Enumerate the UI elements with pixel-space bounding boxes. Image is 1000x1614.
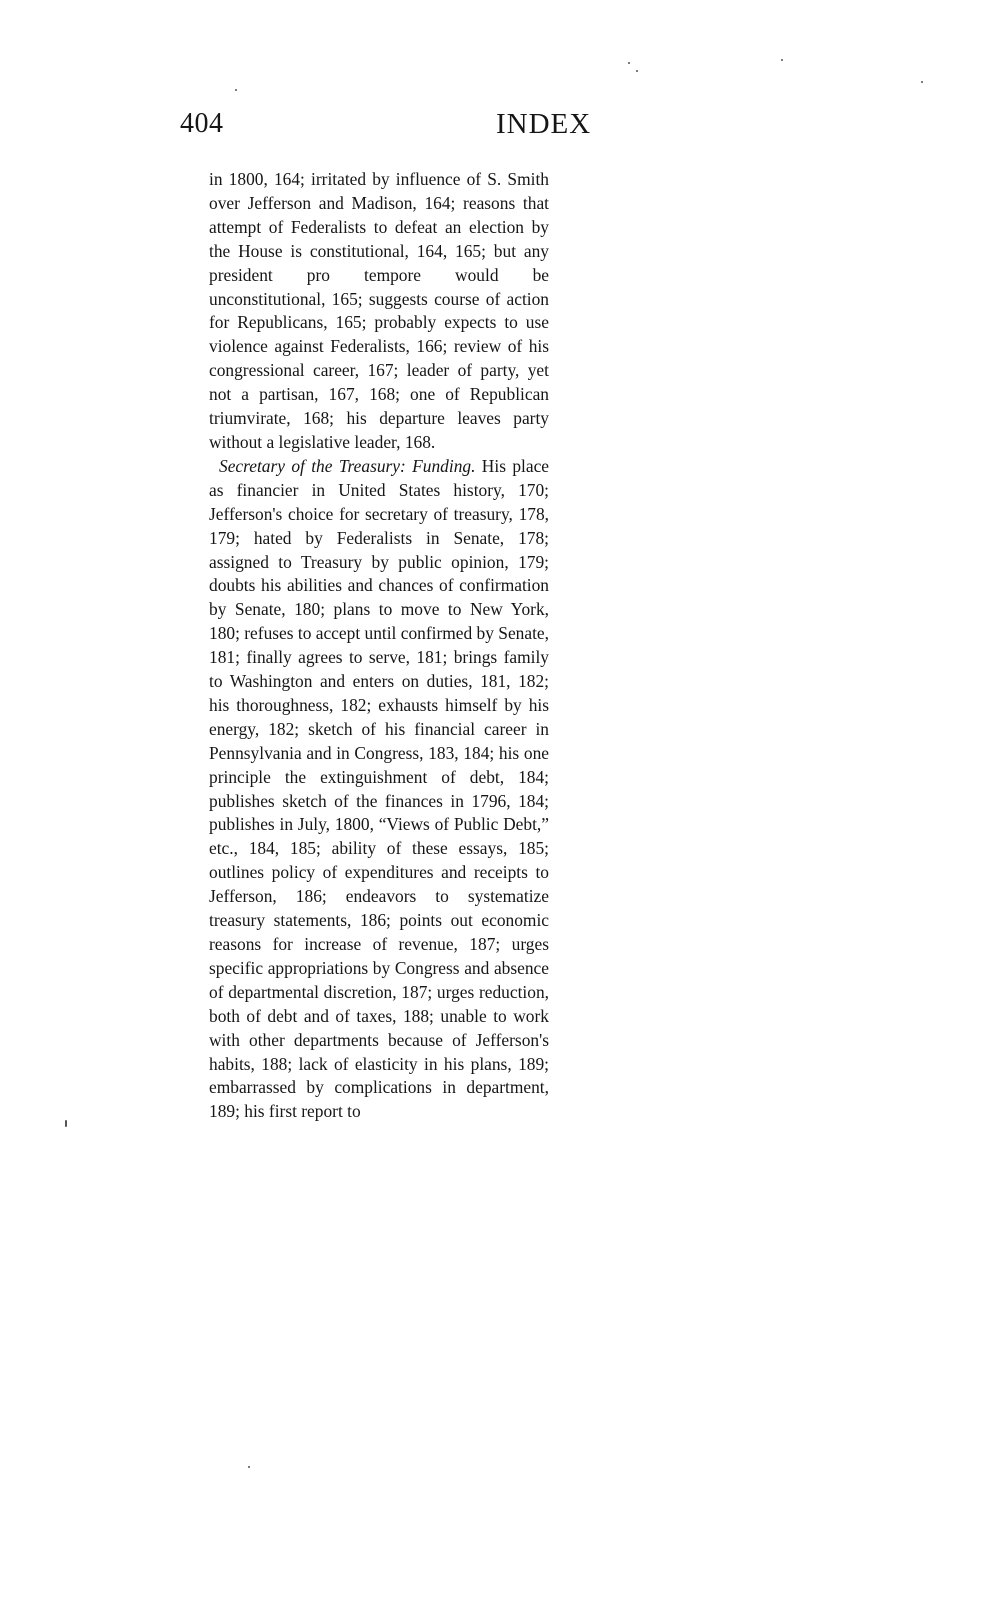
scan-speck	[636, 70, 638, 72]
index-paragraph-2-text: His place as financier in United States history, 170; Jefferson's choice for secretary of treasury, 178, 179; hated by Federalists in Senate, 178; assigned to Treasury by public opinion, 179; doubts his abilities and chances of confirmation by Senate, 180; plans to move to New York, 180; refuses to accept until confirmed by Senate, 181; finally agrees to serve, 181; brings family to Washington and enters on duties, 181, 182; his thoroughness, 182; exhausts himself by his energy, 182; sketch of his financial career in Pennsylvania and in Congress, 183, 184; his one principle the extinguishment of debt, 184; publishes sketch of the finances in 1796, 184; publishes in July, 1800, “Views of Public Debt,” etc., 184, 185; ability of these essays, 185; outlines policy of expenditures and receipts to Jefferson, 186; endeavors to systematize treasury statements, 186; points out economic reasons for increase of revenue, 187; urges specific appropriations by Congress and absence of departmental discretion, 187; urges reduction, both of debt and of taxes, 188; unable to work with other departments because of Jefferson's habits, 188; lack of elasticity in his plans, 189; embarrassed by complications in department, 189; his first report to	[209, 455, 550, 1122]
scan-speck	[628, 62, 630, 64]
scan-speck	[781, 59, 783, 61]
index-paragraph-1: in 1800, 164; irritated by influence of S. Smith over Jefferson and Madison, 164; reasons that attempt of Federalists to defeat an election by the House is constitutional, 164, 165; but any president pro tempore would be unconstitutional, 165; suggests course of action for Republicans, 165; probably expects to use violence against Federalists, 166; review of his congressional career, 167; leader of party, yet not a partisan, 167, 168; one of Republican triumvirate, 168; his departure leaves party without a legislative leader, 168.	[209, 169, 549, 452]
index-entry	[209, 168, 549, 1124]
index-heading-italic: Secretary of the Treasury: Funding.	[219, 455, 476, 476]
index-paragraph-2	[209, 455, 549, 1124]
scan-speck	[235, 89, 237, 91]
running-head: INDEX	[496, 108, 592, 140]
scan-speck	[65, 1120, 67, 1127]
page-number: 404	[180, 108, 224, 139]
scan-speck	[921, 81, 923, 83]
scan-speck	[248, 1466, 250, 1468]
